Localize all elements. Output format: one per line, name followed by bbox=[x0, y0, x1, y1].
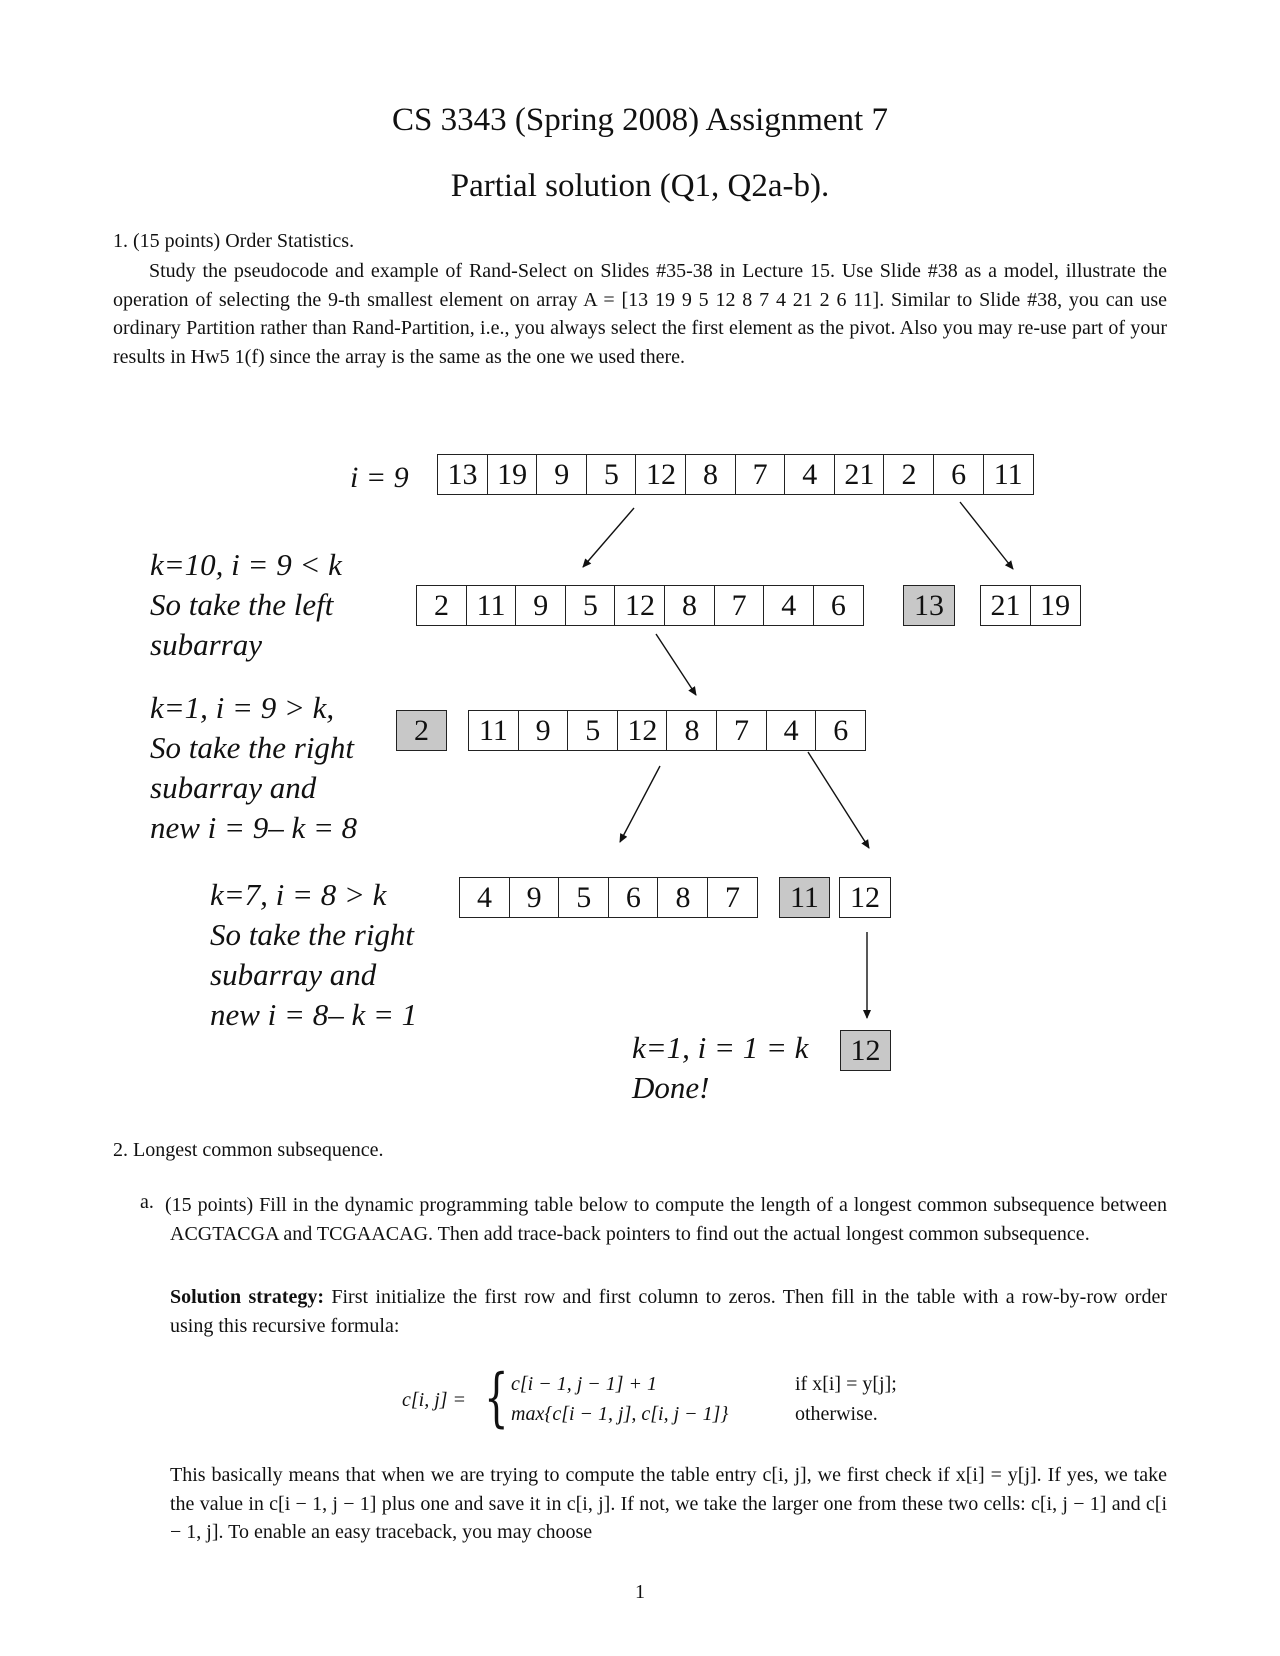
array-cell: 8 bbox=[664, 585, 715, 626]
note-line: k=1, i = 9 > k, bbox=[150, 690, 335, 725]
array-cell: 13 bbox=[437, 454, 488, 495]
array-cell: 5 bbox=[586, 454, 637, 495]
q2a-explanation: This basically means that when we are trying to compute the table entry c[i, j], we first check if x[i] = y[j]. If yes, we take the value in c[i − 1, j − 1] plus one and save it in c[i, j]. If not, we take the larger one from these two cells: c[i, j − 1] and c[i − 1, j]. To enable an easy traceback, you may choose bbox=[170, 1464, 1167, 1543]
formula-case1-cond: if x[i] = y[j]; bbox=[795, 1373, 897, 1395]
note-line: new i = 8– k = 1 bbox=[210, 997, 418, 1032]
array-cell: 12 bbox=[839, 877, 891, 918]
array-cell: 11 bbox=[983, 454, 1034, 495]
q1-body: Study the pseudocode and example of Rand-Select on Slides #35-38 in Lecture 15. Use Slide #38 as a model, illustrate the operation of selecting the 9-th smallest element on array A = [13 19 9 5 12 8 7 4 21 2 6 11]. Similar to Slide #38, you can use ordinary Partition rather than Rand-Partition, i.e., you always select the first element as the pivot. Also you may re-use part of your results in Hw5 1(f) since the array is the same as the one we used there. bbox=[113, 260, 1167, 368]
array-cell: 6 bbox=[815, 710, 866, 751]
array-cell: 2 bbox=[416, 585, 467, 626]
array-cell: 4 bbox=[784, 454, 835, 495]
array-cell: 4 bbox=[763, 585, 814, 626]
pivot-row4 bbox=[779, 877, 830, 918]
note-step3 bbox=[210, 875, 417, 1035]
formula-lhs bbox=[402, 1389, 466, 1412]
array-cell: 21 bbox=[834, 454, 885, 495]
array-cell: 8 bbox=[657, 877, 708, 918]
array-cell: 9 bbox=[536, 454, 587, 495]
array-cell: 19 bbox=[1030, 585, 1081, 626]
note-final bbox=[632, 1028, 808, 1108]
note-line: k=7, i = 8 > k bbox=[210, 877, 387, 912]
final-result bbox=[840, 1030, 891, 1071]
note-line: subarray and bbox=[150, 770, 317, 805]
array-cell: 12 bbox=[617, 710, 668, 751]
array-cell: 21 bbox=[980, 585, 1031, 626]
array-cell: 8 bbox=[685, 454, 736, 495]
page-subtitle: Partial solution (Q1, Q2a-b). bbox=[450, 168, 830, 204]
array-row3-right bbox=[468, 710, 866, 751]
strategy-text: First initialize the first row and first column to zeros. Then fill in the table with a row-by-row order using this recursive formula: bbox=[170, 1286, 1167, 1337]
note-line: k=10, i = 9 < k bbox=[150, 547, 342, 582]
result-cell: 12 bbox=[840, 1030, 891, 1071]
note-line: So take the right bbox=[150, 730, 355, 765]
strategy-label: Solution strategy: bbox=[170, 1286, 325, 1308]
formula-lhs-text: c[i, j] = bbox=[402, 1389, 467, 1411]
note-line: subarray and bbox=[210, 957, 377, 992]
array-row4-left bbox=[459, 877, 758, 918]
note-line: new i = 9– k = 8 bbox=[150, 810, 358, 845]
q2-heading: 2. Longest common subsequence. bbox=[113, 1139, 384, 1161]
array-row4-right bbox=[839, 877, 891, 918]
array-cell: 12 bbox=[635, 454, 686, 495]
array-row2-left bbox=[416, 585, 864, 626]
array-cell: 7 bbox=[707, 877, 758, 918]
pivot-row3 bbox=[396, 710, 447, 751]
formula-case2-cond: otherwise. bbox=[795, 1403, 878, 1425]
note-step2 bbox=[150, 688, 357, 848]
q2a-text: (15 points) Fill in the dynamic programming table below to compute the length of a longest common subsequence between ACGTACGA and TCGAACAG. Then add trace-back pointers to find out the actual longest common subsequence. bbox=[165, 1194, 1167, 1245]
array-cell: 4 bbox=[766, 710, 817, 751]
array-cell: 9 bbox=[515, 585, 566, 626]
note-line: So take the left bbox=[150, 587, 334, 622]
start-i-label: i = 9 bbox=[350, 461, 409, 494]
array-cell: 7 bbox=[716, 710, 767, 751]
pivot-cell: 11 bbox=[779, 877, 830, 918]
arrow-row3-to-row4-right bbox=[808, 752, 869, 848]
array-cell: 6 bbox=[933, 454, 984, 495]
formula-brace: { bbox=[484, 1361, 509, 1435]
array-cell: 11 bbox=[466, 585, 517, 626]
array-cell: 9 bbox=[518, 710, 569, 751]
note-step1 bbox=[150, 545, 342, 665]
array-cell: 6 bbox=[608, 877, 659, 918]
page-number: 1 bbox=[635, 1581, 645, 1603]
formula-case1-expr: c[i − 1, j − 1] + 1 bbox=[511, 1373, 658, 1395]
array-cell: 2 bbox=[883, 454, 934, 495]
pivot-row2 bbox=[903, 585, 955, 626]
pivot-cell: 13 bbox=[903, 585, 955, 626]
page-title: CS 3343 (Spring 2008) Assignment 7 bbox=[392, 102, 888, 138]
array-cell: 5 bbox=[565, 585, 616, 626]
array-cell: 8 bbox=[666, 710, 717, 751]
array-cell: 7 bbox=[714, 585, 765, 626]
formula-case2-expr: max{c[i − 1, j], c[i, j − 1]} bbox=[511, 1403, 729, 1425]
array-row2-right bbox=[980, 585, 1081, 626]
note-line: k=1, i = 1 = k bbox=[632, 1030, 809, 1065]
array-cell: 6 bbox=[813, 585, 864, 626]
arrow-row1-to-right bbox=[960, 502, 1013, 569]
array-cell: 4 bbox=[459, 877, 510, 918]
note-line: subarray bbox=[150, 627, 262, 662]
arrow-row1-to-left bbox=[583, 508, 634, 567]
array-cell: 12 bbox=[614, 585, 665, 626]
note-line: Done! bbox=[632, 1070, 710, 1105]
q2a-label: a. bbox=[140, 1191, 154, 1213]
array-cell: 9 bbox=[509, 877, 560, 918]
pivot-cell: 2 bbox=[396, 710, 447, 751]
array-cell: 5 bbox=[558, 877, 609, 918]
array-cell: 11 bbox=[468, 710, 519, 751]
array-cell: 7 bbox=[735, 454, 786, 495]
arrow-row2-to-row3 bbox=[656, 634, 696, 695]
q1-heading: 1. (15 points) Order Statistics. bbox=[113, 230, 355, 252]
array-cell: 5 bbox=[567, 710, 618, 751]
note-line: So take the right bbox=[210, 917, 415, 952]
solution-strategy bbox=[170, 1283, 1167, 1340]
array-cell: 19 bbox=[487, 454, 538, 495]
array-row1 bbox=[437, 454, 1034, 495]
arrow-row3-to-row4-left bbox=[620, 766, 660, 842]
